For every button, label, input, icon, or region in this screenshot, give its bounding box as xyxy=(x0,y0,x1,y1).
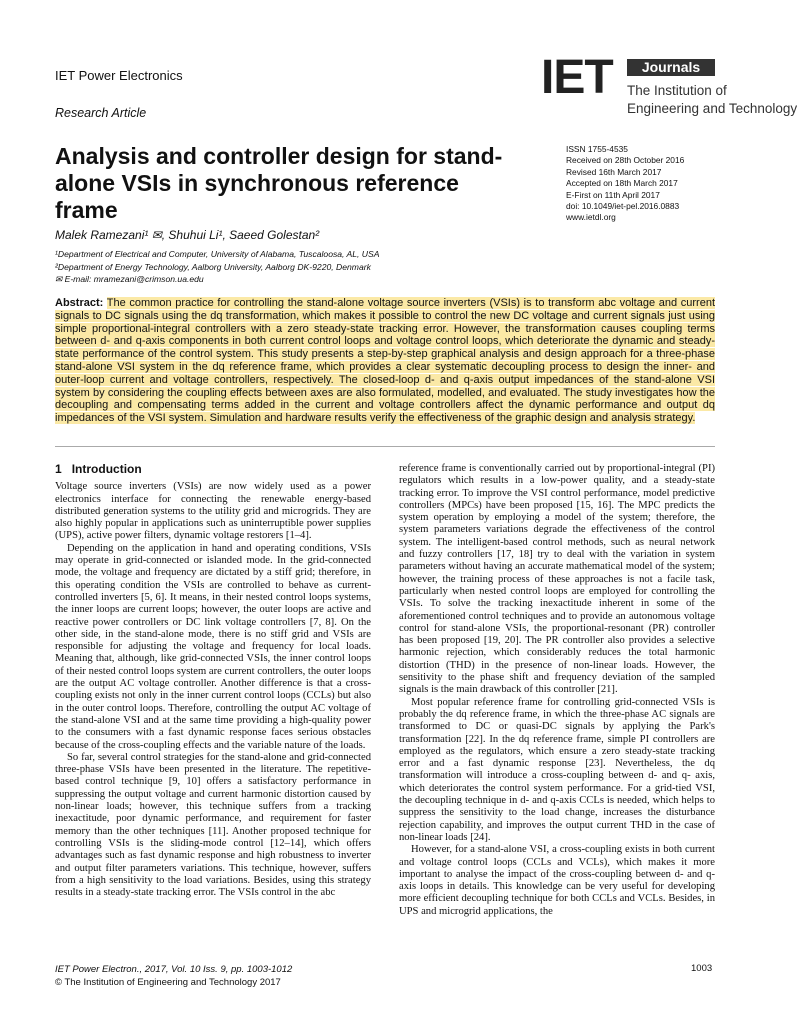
logo-mark: IET xyxy=(541,51,613,104)
paragraph: Depending on the application in hand and operating conditions, VSIs may operate in grid-connected or islanded mode. In the grid-connected mode, the voltage and frequency are dictated by a stiff grid; therefore, in this operating condition the VSIs are controlled to behave as current-controlled inverters [5, 6]. It means, in their nested control loops systems, the inner loops are current loops; however, the outer loops are active and reactive power controllers or DC link voltage controllers [7, 8]. On the other side, in the stand-alone mode, there is no stiff grid and VSIs are responsible for adjusting the voltage and frequency for local loads. Meaning that, although, like grid-connected VSIs, the inner control loops of their nested control loops system are current controllers, the outer loops are the output AC voltage controller. Another difference is that a cross-coupling exists not only in the inner current control loops (CCLs) but also in the outer control loops. Therefore, controlling the output AC voltage of the stand-alone VSI and at the same time providing a high-quality power to the consumers with a fast dynamic response faces serious obstacles because of the cross-coupling effects and the variable nature of the loads. xyxy=(55,542,371,751)
page-number: 1003 xyxy=(691,963,713,974)
paragraph: Most popular reference frame for controlling grid-connected VSIs is probably the dq reference frame, in which the three-phase AC signals are transformed to DC or quasi-DC signals by applying the Park's transformation [22]. In the dq reference frame, simple PI controllers are employed as the regulators, which ensure a zero steady-state tracking error and a fast dynamic response [23]. Nevertheless, the dq transformation will introduce a cross-coupling between d- and q- axis, which deteriorates the control system performance. For a grid-tied VSI, the decoupling technique in d- and q-axis CCLs is needed, which helps to suppress the sensitivity to the load change, increases the disturbance rejection capability, and improves the output current THD in the case of non-linear loads [24]. xyxy=(399,696,715,843)
issn: ISSN 1755-4535 xyxy=(566,144,628,154)
logo-line-2: Engineering and Technology xyxy=(627,101,797,116)
footer-citation: IET Power Electron., 2017, Vol. 10 Iss. 9, pp. 1003-1012 xyxy=(55,964,293,975)
abstract-text: The common practice for controlling the stand-alone voltage source inverters (VSIs) is to transform abc voltage and current signals to DC signals using the dq transformation, which makes it possible to control the new DC voltage and current signals just using simple proportional-integral controllers with a zero steady-state tracking error. However, the transformation causes coupling terms between d- and q-axis components in both current control loops and voltage control loops, which deteriorate the dynamic and steady-state performance of the control system. This study presents a step-by-step graphical analysis and design approach for a three-phase stand-alone VSI system in the dq reference frame, which provides a clear systematic decoupling process to design the inner- and outer-loop current and voltage controllers, respectively. The closed-loop d- and q-axis output impedances of the stand-alone VSI system by considering the coupling effects between axes are also formulated, modelled, and evaluated. The study investigates how the decoupling and compensating terms added in the current and voltage controllers affect the dynamic performance and output dq impedances of the VSI system. Simulation and hardware results verify the effectiveness of the graphic design and analysis strategy. xyxy=(55,297,715,425)
affiliation-1: ¹Department of Electrical and Computer, University of Alabama, Tuscaloosa, AL, USA xyxy=(55,249,380,259)
doi: doi: 10.1049/iet-pel.2016.0883 xyxy=(566,201,680,212)
section-title: Introduction xyxy=(71,462,142,476)
website-link[interactable]: www.ietdl.org xyxy=(566,212,616,223)
paragraph: However, for a stand-alone VSI, a cross-coupling exists in both current and voltage control loops (CCLs and VCLs), which makes it more important to analyse the impact of the cross-coupling between d- and q-axis loops in details. This knowledge can be very useful for developing more efficient decoupling technique for both CCLs and VCLs. Besides, in UPS and microgrid applications, the xyxy=(399,844,715,917)
footer xyxy=(55,963,292,989)
logo-tag: Journals xyxy=(627,59,715,76)
paragraph: reference frame is conventionally carried out by proportional-integral (PI) regulators which results in a low-power quality, and a steady-state tracking error. To improve the VSI control performance, model predictive controllers (MPCs) have been proposed [15, 16]. The MPC predicts the system operation by employing a model of the system; therefore, the system parameters variations degrade the effectiveness of the control system. The intelligent-based control methods, such as neural network and fuzzy controllers [17, 18] try to deal with the variation in system parameters without having an accurate mathematical model of the system; however, the training process of these approaches is not a facile task, particularly when nested control loops are employed for controlling the VSIs. To solve the tracking inexactitude inherent in some of the aforementioned control techniques and to provide an autonomous voltage control for stand-alone VSIs, the proportional-resonant (PR) controller has been proposed [19, 20]. The PR controller also provides a selective harmonic rejection, which considerably reduces the total harmonic distortion (THD) in the presence of non-linear loads. However, the sensitivity to the phase shift and frequency deviation of the sampled signals is the main drawback of this controller [21]. xyxy=(399,463,715,696)
abstract-divider xyxy=(55,446,715,447)
section-number: 1 xyxy=(55,462,62,476)
affiliations xyxy=(55,248,379,286)
paragraph: Voltage source inverters (VSIs) are now widely used as a power electronics interface for connecting the renewable energy-based distributed generation systems to the utility grid and microgrids. They are also highly popular in applications such as uninterruptible power supplies (UPS), active power filters, dynamic voltage restorers [1–4]. xyxy=(55,481,371,542)
article-type: Research Article xyxy=(55,106,147,120)
section-heading xyxy=(55,463,371,475)
left-column xyxy=(55,463,371,899)
contact-email[interactable]: ✉ E-mail: mramezani@crimson.ua.edu xyxy=(55,274,204,284)
journal-name: IET Power Electronics xyxy=(55,68,183,83)
accepted-date: Accepted on 18th March 2017 xyxy=(566,178,678,189)
abstract xyxy=(55,297,715,425)
paragraph: So far, several control strategies for the stand-alone and grid-connected three-phase VSIs have been presented in the literature. The repetitive-based control technique [9, 10] offers a satisfactory performance in suppressing the output voltage and current harmonic distortion caused by non-linear loads; however, this technique suffers from a tracking inexactitude, poor dynamic performance, and requirement for faster memory than the other techniques [11]. Another proposed technique for controlling VSIs is the sliding-mode control [12–14], which offers advantages such as fast dynamic response and high robustness to inverter and output filter parameters variations. This technique, however, suffers from a high sensitivity to the load variations. Besides, using this strategy results in a steady-state tracking error. The VSIs control in the abc xyxy=(55,751,371,899)
authors: Malek Ramezani¹ ✉, Shuhui Li¹, Saeed Golestan² xyxy=(55,228,320,242)
abstract-label: Abstract: xyxy=(55,297,104,309)
logo-line-1: The Institution of xyxy=(627,83,727,98)
revised-date: Revised 16th March 2017 xyxy=(566,166,662,177)
affiliation-2: ²Department of Energy Technology, Aalborg University, Aalborg DK-9220, Denmark xyxy=(55,261,371,272)
received-date: Received on 28th October 2016 xyxy=(566,155,685,166)
footer-copyright: © The Institution of Engineering and Technology 2017 xyxy=(55,977,281,988)
right-column xyxy=(399,463,715,918)
article-meta xyxy=(566,144,684,224)
efirst-date: E-First on 11th April 2017 xyxy=(566,189,660,200)
iet-journals-logo xyxy=(541,51,797,122)
paper-title: Analysis and controller design for stand-alone VSIs in synchronous reference frame xyxy=(55,143,503,223)
